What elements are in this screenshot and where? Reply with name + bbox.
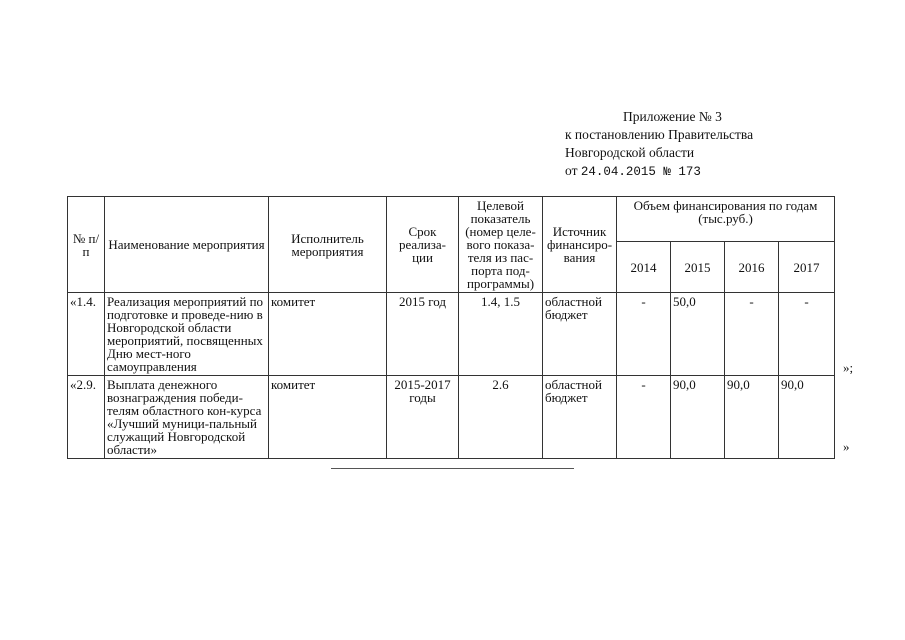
cell-executor: комитет <box>269 293 387 376</box>
cell-target: 2.6 <box>459 376 543 459</box>
header-num: № п/п <box>68 197 105 293</box>
cell-2017: 90,0 <box>779 376 835 459</box>
row-1-closing-quote: »; <box>843 360 854 375</box>
row-2-closing-quote: » <box>843 439 850 454</box>
attachment-region: Новгородской области <box>565 145 695 160</box>
cell-source: областной бюджет <box>543 376 617 459</box>
header-executor: Исполнитель мероприятия <box>269 197 387 293</box>
date-prefix: от <box>565 163 578 178</box>
attachment-block <box>565 108 805 181</box>
header-year-2015: 2015 <box>671 242 725 293</box>
cell-executor: комитет <box>269 376 387 459</box>
cell-source: областной бюджет <box>543 293 617 376</box>
cell-term: 2015 год <box>387 293 459 376</box>
table-row <box>68 376 835 459</box>
cell-2016: - <box>725 293 779 376</box>
date-value: 24.04.2015 № 173 <box>580 165 701 179</box>
cell-2014: - <box>617 293 671 376</box>
header-year-2017: 2017 <box>779 242 835 293</box>
cell-2017: - <box>779 293 835 376</box>
cell-num: «1.4. <box>68 293 105 376</box>
cell-2014: - <box>617 376 671 459</box>
header-target: Целевой показатель (номер целе-вого показа-теля из пас-порта под-программы) <box>459 197 543 293</box>
cell-term: 2015-2017 годы <box>387 376 459 459</box>
measures-table <box>67 196 835 459</box>
attachment-resolution: к постановлению Правительства <box>565 127 754 142</box>
cell-2015: 50,0 <box>671 293 725 376</box>
header-funding: Объем финансирования по годам (тыс.руб.) <box>617 197 835 242</box>
cell-name: Реализация мероприятий по подготовке и проведе-нию в Новгородской области мероприятий, посвященных Дню мест-ного самоуправления <box>105 293 269 376</box>
header-source: Источник финансиро-вания <box>543 197 617 293</box>
cell-target: 1.4, 1.5 <box>459 293 543 376</box>
attachment-date <box>565 162 805 181</box>
header-name: Наименование мероприятия <box>105 197 269 293</box>
header-row <box>68 197 835 242</box>
header-term: Срок реализа-ции <box>387 197 459 293</box>
attachment-title: Приложение № 3 <box>623 109 722 124</box>
closing-rule <box>331 468 574 469</box>
cell-name: Выплата денежного вознаграждения победи-телям областного кон-курса «Лучший муници-пальный служащий Новгородской области» <box>105 376 269 459</box>
table-row <box>68 293 835 376</box>
header-year-2016: 2016 <box>725 242 779 293</box>
header-year-2014: 2014 <box>617 242 671 293</box>
cell-2016: 90,0 <box>725 376 779 459</box>
cell-2015: 90,0 <box>671 376 725 459</box>
cell-num: «2.9. <box>68 376 105 459</box>
